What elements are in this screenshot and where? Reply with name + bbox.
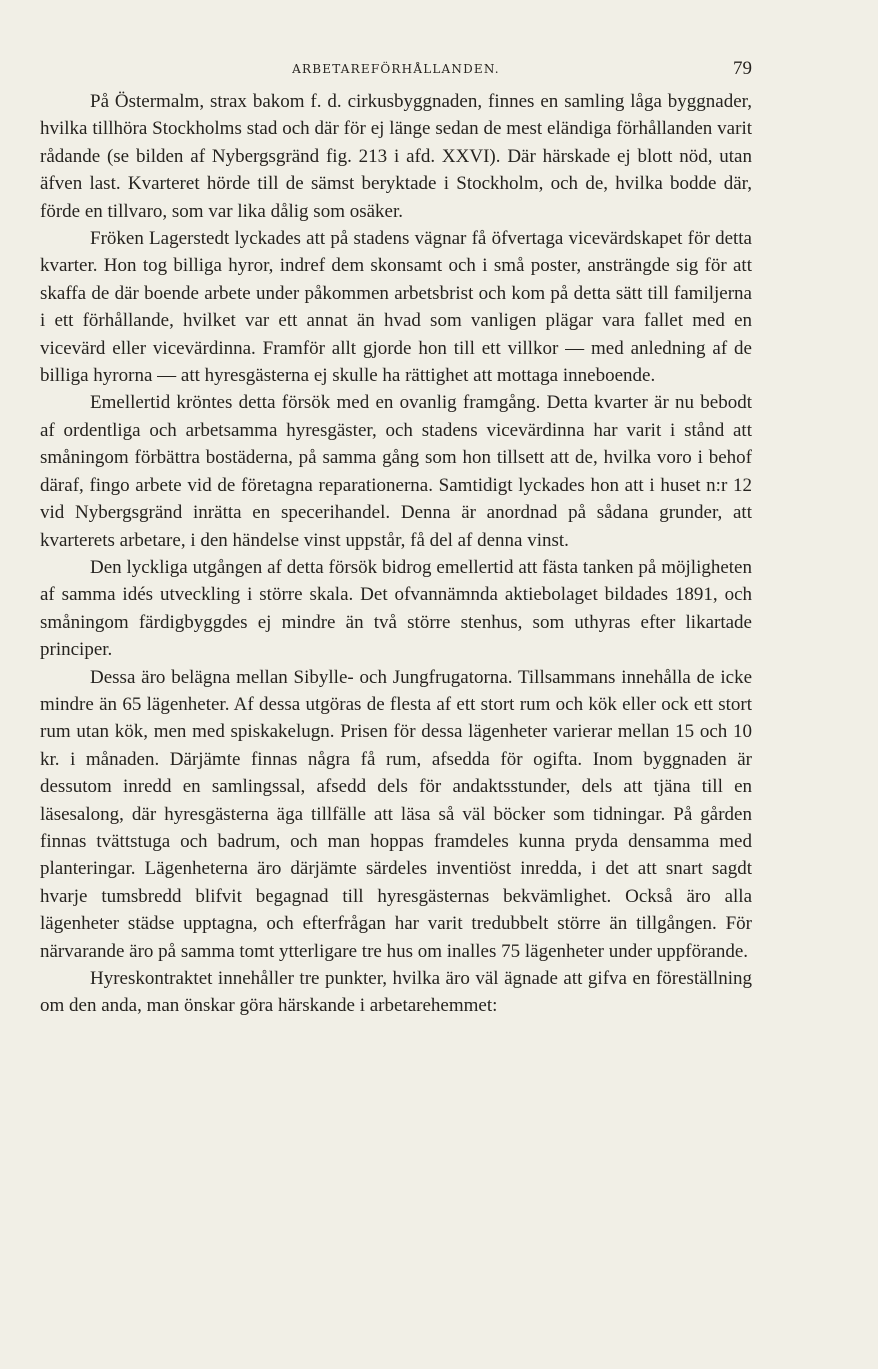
page-header xyxy=(40,58,752,82)
paragraph: Fröken Lagerstedt lyckades att på stadens vägnar få öfvertaga vicevärdskapet för detta kvarter. Hon tog billiga hyror, indref dem skonsamt och i små poster, ansträngde sig för att skaffa de där boende arbete under påkommen arbetsbrist och kom på detta sätt till familjerna i ett förhållande, hvilket var ett annat än hvad som vanligen plägar vara fallet med en vicevärd eller vicevärdinna. Framför allt gjorde hon till ett villkor — med anledning af de billiga hyrorna — att hyresgästerna ej skulle ha rättighet att mottaga inneboende. xyxy=(40,228,752,387)
paragraph: Den lyckliga utgången af detta försök bidrog emellertid att fästa tanken på möjligheten af samma idés utveckling i större skala. Det ofvannämnda aktiebolaget bildades 1891, och småningom färdigbyggdes ej mindre än två större stenhus, som uthyras efter likartade principer. xyxy=(40,556,752,661)
running-title: ARBETAREFÖRHÅLLANDEN. xyxy=(292,62,500,76)
body-text xyxy=(40,88,752,1020)
paragraph: Hyreskontraktet innehåller tre punkter, hvilka äro väl ägnade att gifva en föreställning om den anda, man önskar göra härskande i arbetarehemmet: xyxy=(40,968,752,1017)
page-number: 79 xyxy=(733,58,752,79)
paragraph: Emellertid kröntes detta försök med en ovanlig framgång. Detta kvarter är nu bebodt af ordentliga och arbetsamma hyresgäster, och stadens vicevärdinna har varit i stånd att småningom förbättra bostäderna, på samma gång som hon tillsett att de, hvilka voro i behof däraf, fingo arbete vid de företagna reparationerna. Samtidigt lyckades hon att i huset n:r 12 vid Nybergsgränd inrätta en specerihandel. Denna är anordnad på sådana grunder, att kvarterets arbetare, i den händelse vinst uppstår, få del af denna vinst. xyxy=(40,392,752,551)
paragraph: Dessa äro belägna mellan Sibylle- och Jungfrugatorna. Tillsammans innehålla de icke mindre än 65 lägenheter. Af dessa utgöras de flesta af ett stort rum och kök eller ock ett stort rum utan kök, men med spiskakelugn. Prisen för dessa lägenheter varierar mellan 15 och 10 kr. i månaden. Därjämte finnas några få rum, afsedda för ogifta. Inom byggnaden är dessutom inredd en samlingssal, afsedd dels för andaktsstunder, dels att tjäna till en läsesalong, där hyresgästerna äga tillfälle att läsa så väl böcker som tidningar. På gården finnas tvättstuga och badrum, och man hoppas framdeles kunna pryda densamma med planteringar. Lägenheterna äro därjämte särdeles inventiöst inredda, i det att snart sagdt hvarje tumsbredd blifvit begagnad till hyresgästernas bekvämlighet. Också äro alla lägenheter städse upptagna, och efterfrågan har varit tredubbelt större än tillgången. För närvarande äro på samma tomt ytterligare tre hus om inalles 75 lägenheter under uppförande. xyxy=(40,666,752,962)
paragraph: På Östermalm, strax bakom f. d. cirkusbyggnaden, finnes en samling låga byggnader, hvilka tillhöra Stockholms stad och där för ej länge sedan de mest eländiga förhållanden varit rådande (se bilden af Nybergsgränd fig. 213 i afd. XXVI). Där härskade ej blott nöd, utan äfven last. Kvarteret hörde till de sämst beryktade i Stockholm, och de, hvilka bodde där, förde en tillvaro, som var lika dålig som osäker. xyxy=(40,91,752,222)
